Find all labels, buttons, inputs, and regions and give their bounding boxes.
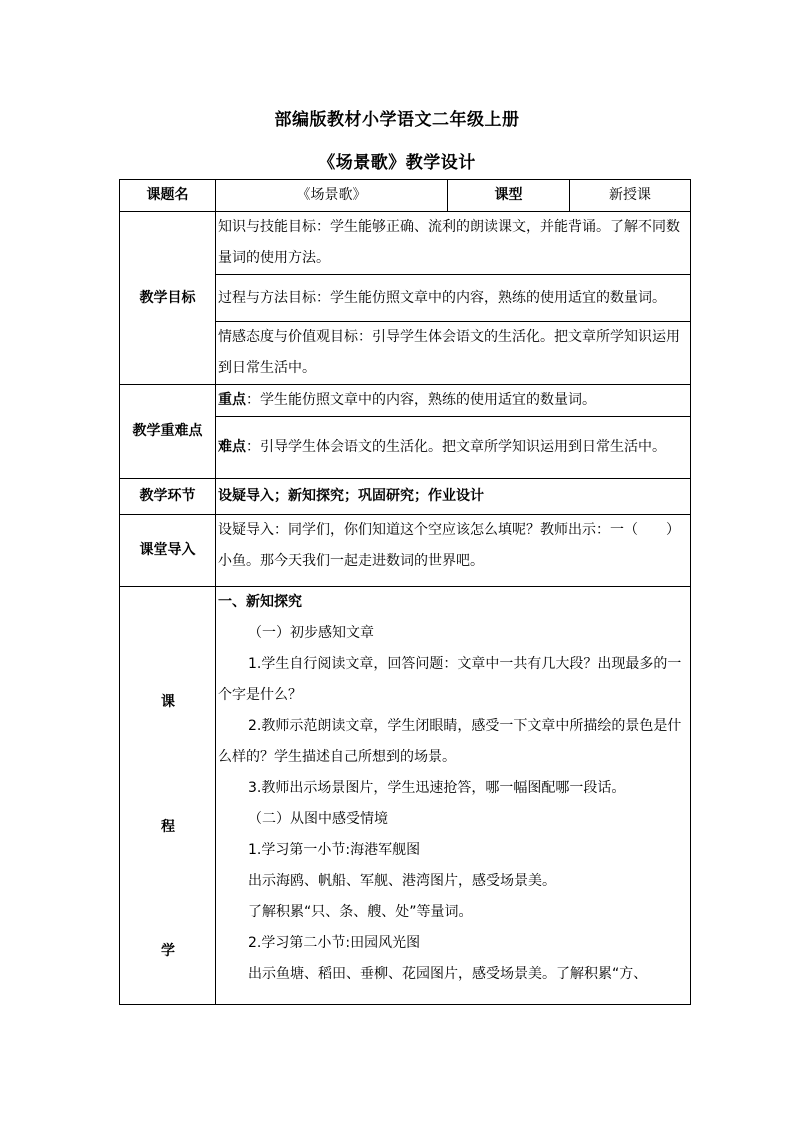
process-section1-line2: 了解积累“只、条、艘、处”等量词。 bbox=[248, 904, 473, 920]
topic-label: 课题名 bbox=[120, 180, 216, 212]
process-step1: 1.学生自行阅读文章，回答问题：文章中一共有几大段？出现最多的一个字是什么？ bbox=[218, 656, 682, 703]
key-point-prefix: 重点 bbox=[218, 392, 246, 408]
objective-emotion: 情感态度与价值观目标：引导学生体会语文的生活化。把文章所学知识运用到日常生活中。 bbox=[216, 322, 691, 385]
document-subtitle: 《场景歌》教学设计 bbox=[318, 153, 476, 173]
process-label-char-2: 程 bbox=[161, 819, 175, 835]
process-content bbox=[216, 587, 691, 1005]
process-step3: 3.教师出示场景图片，学生迅速抢答，哪一幅图配哪一段话。 bbox=[248, 780, 626, 796]
key-point-text: ：学生能仿照文章中的内容，熟练的使用适宜的数量词。 bbox=[246, 392, 596, 408]
topic-row bbox=[120, 180, 691, 212]
document-title: 部编版教材小学语文二年级上册 bbox=[274, 110, 520, 130]
objective-process: 过程与方法目标：学生能仿照文章中的内容，熟练的使用适宜的数量词。 bbox=[216, 275, 691, 322]
process-label bbox=[120, 587, 216, 1005]
difficult-point bbox=[216, 417, 691, 479]
key-point bbox=[216, 385, 691, 417]
process-heading: 一、新知探究 bbox=[218, 594, 302, 610]
lesson-type-label: 课型 bbox=[448, 180, 570, 212]
process-section2-line1: 出示鱼塘、稻田、垂柳、花园图片，感受场景美。了解积累“方、 bbox=[248, 966, 648, 982]
stages-label: 教学环节 bbox=[120, 479, 216, 515]
objective-row-1 bbox=[120, 212, 691, 275]
difficult-point-text: ：引导学生体会语文的生活化。把文章所学知识运用到日常生活中。 bbox=[246, 439, 666, 455]
key-points-label: 教学重难点 bbox=[120, 385, 216, 479]
stages-row bbox=[120, 479, 691, 515]
process-section1-line1: 出示海鸥、帆船、军舰、港湾图片，感受场景美。 bbox=[248, 873, 556, 889]
process-sub1: （一）初步感知文章 bbox=[248, 625, 374, 641]
process-label-char-1: 课 bbox=[161, 694, 175, 710]
objectives-label: 教学目标 bbox=[120, 212, 216, 385]
objective-knowledge: 知识与技能目标：学生能够正确、流利的朗读课文，并能背诵。了解不同数量词的使用方法。 bbox=[216, 212, 691, 275]
intro-label: 课堂导入 bbox=[120, 515, 216, 587]
lesson-plan-table bbox=[119, 179, 691, 1005]
intro-value: 设疑导入：同学们，你们知道这个空应该怎么填呢？教师出示：一（ ）小鱼。那今天我们一起走进数词的世界吧。 bbox=[216, 515, 691, 587]
stages-value: 设疑导入；新知探究；巩固研究；作业设计 bbox=[216, 479, 691, 515]
process-section2-title: 2.学习第二小节:田园风光图 bbox=[248, 935, 421, 951]
process-row bbox=[120, 587, 691, 1005]
process-sub2: （二）从图中感受情境 bbox=[248, 811, 388, 827]
lesson-type-value: 新授课 bbox=[570, 180, 691, 212]
difficult-point-prefix: 难点 bbox=[218, 439, 246, 455]
process-label-char-3: 学 bbox=[161, 943, 175, 959]
topic-value: 《场景歌》 bbox=[216, 180, 448, 212]
intro-row bbox=[120, 515, 691, 587]
key-point-row bbox=[120, 385, 691, 417]
process-section1-title: 1.学习第一小节:海港军舰图 bbox=[248, 842, 421, 858]
process-step2: 2.教师示范朗读文章，学生闭眼睛，感受一下文章中所描绘的景色是什么样的？学生描述自己所想到的场景。 bbox=[218, 718, 682, 765]
